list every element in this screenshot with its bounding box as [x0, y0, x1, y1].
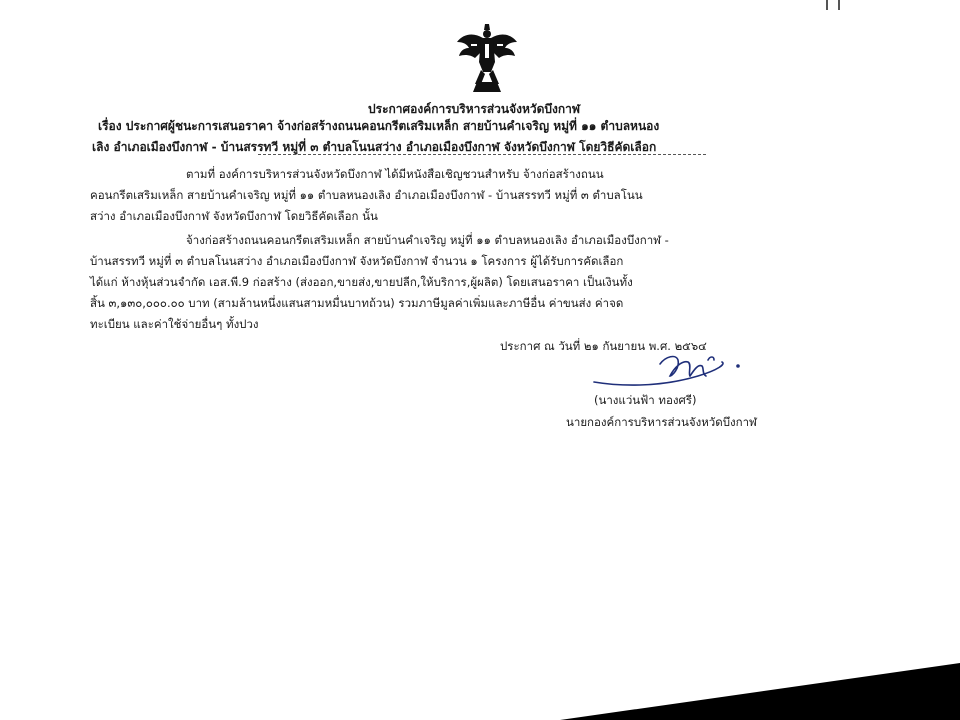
announce-date: ประกาศ ณ วันที่ ๒๑ กันยายน พ.ศ. ๒๕๖๔	[500, 339, 707, 353]
document-heading: ประกาศองค์การบริหารส่วนจังหวัดบึงกาฬ	[368, 102, 581, 116]
paragraph-2-line: ทะเบียน และค่าใช้จ่ายอื่นๆ ทั้งปวง	[90, 317, 259, 331]
scan-mark	[826, 0, 828, 10]
paragraph-1-line: ตามที่ องค์การบริหารส่วนจังหวัดบึงกาฬ ได้มีหนังสือเชิญชวนสำหรับ จ้างก่อสร้างถนน	[186, 167, 604, 181]
paragraph-2-line: บ้านสรรทวี หมู่ที่ ๓ ตำบลโนนสว่าง อำเภอเมืองบึงกาฬ จังหวัดบึงกาฬ จำนวน ๑ โครงการ ผู้ได้รับการคัดเลือก	[90, 254, 624, 268]
subject-line-1: เรื่อง ประกาศผู้ชนะการเสนอราคา จ้างก่อสร้างถนนคอนกรีตเสริมเหล็ก สายบ้านคำเจริญ หมู่ที่ ๑๑ ตำบลหนอง	[98, 119, 660, 133]
garuda-emblem-icon	[455, 22, 519, 94]
paragraph-2-line: ได้แก่ ห้างหุ้นส่วนจำกัด เอส.พี.9 ก่อสร้าง (ส่งออก,ขายส่ง,ขายปลีก,ให้บริการ,ผู้ผลิต) โดยเสนอราคา เป็นเงินทั้ง	[90, 275, 633, 289]
separator-rule	[258, 154, 706, 155]
paragraph-2-line: จ้างก่อสร้างถนนคอนกรีตเสริมเหล็ก สายบ้านคำเจริญ หมู่ที่ ๑๑ ตำบลหนองเลิง อำเภอเมืองบึงกาฬ -	[186, 233, 669, 247]
paragraph-1-line: คอนกรีตเสริมเหล็ก สายบ้านคำเจริญ หมู่ที่ ๑๑ ตำบลหนองเลิง อำเภอเมืองบึงกาฬ - บ้านสรรทวี หมู่ที่ ๓ ตำบลโนน	[90, 188, 643, 202]
paragraph-2-line: สิ้น ๓,๑๓๐,๐๐๐.๐๐ บาท (สามล้านหนึ่งแสนสามหมื่นบาทถ้วน) รวมภาษีมูลค่าเพิ่มและภาษีอื่น ค่าขนส่ง ค่าจด	[90, 296, 624, 310]
handwritten-signature-icon	[588, 346, 748, 392]
scan-mark	[838, 0, 840, 10]
subject-line-2: เลิง อำเภอเมืองบึงกาฬ - บ้านสรรทวี หมู่ที่ ๓ ตำบลโนนสว่าง อำเภอเมืองบึงกาฬ จังหวัดบึงกาฬ โดยวิธีคัดเลือก	[92, 140, 657, 154]
paragraph-1-line: สว่าง อำเภอเมืองบึงกาฬ จังหวัดบึงกาฬ โดยวิธีคัดเลือก นั้น	[90, 209, 378, 223]
signer-name: (นางแว่นฟ้า ทองศรี)	[594, 393, 697, 407]
signer-title: นายกองค์การบริหารส่วนจังหวัดบึงกาฬ	[566, 415, 757, 429]
